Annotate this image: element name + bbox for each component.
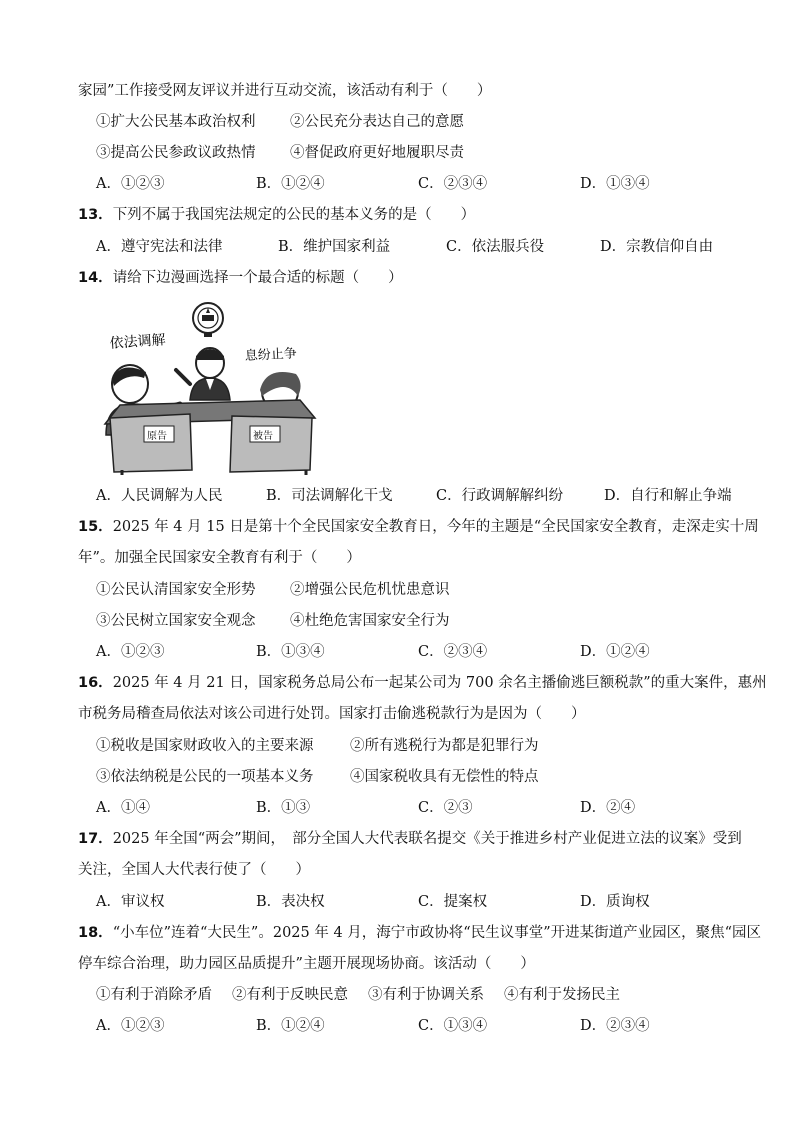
q12-option-b[interactable]: B．①②④ xyxy=(256,176,325,192)
q12-option-d[interactable]: D．①③④ xyxy=(580,176,650,192)
q15-statements-row1 xyxy=(96,580,450,600)
q18-option-a[interactable]: A．①②③ xyxy=(96,1018,165,1034)
q15-statements-row2 xyxy=(96,611,450,631)
plaintiff-desk xyxy=(110,414,192,475)
q13-stem-line xyxy=(78,205,754,225)
q14-option-d[interactable]: D．自行和解止争端 xyxy=(604,488,732,504)
q15-statement-2: ②增强公民危机忧患意识 xyxy=(290,582,450,598)
q12-statements-row1 xyxy=(96,112,464,132)
q15-statement-1: ①公民认清国家安全形势 xyxy=(96,582,256,598)
q15-stem-line1 xyxy=(78,517,759,537)
q18-statements-row xyxy=(96,985,620,1005)
q15-statement-4: ④杜绝危害国家安全行为 xyxy=(290,613,450,629)
defendant-desk xyxy=(230,416,312,475)
defendant-sign: 被告 xyxy=(253,431,273,442)
q17-option-b[interactable]: B．表决权 xyxy=(256,894,325,910)
q16-statement-4: ④国家税收具有无偿性的特点 xyxy=(350,769,539,785)
q15-option-a[interactable]: A．①②③ xyxy=(96,644,165,660)
q16-option-d[interactable]: D．②④ xyxy=(580,800,636,816)
q12-statements-row2 xyxy=(96,143,464,163)
q18-option-c[interactable]: C．①③④ xyxy=(418,1018,488,1034)
q18-option-b[interactable]: B．①②④ xyxy=(256,1018,325,1034)
q16-statements-row2 xyxy=(96,767,539,787)
q15-stem-1: 2025 年 4 月 15 日是第十个全民国家安全教育日，今年的主题是“全民国家安全教育，走深走实十周 xyxy=(112,519,759,535)
q16-number: 16． xyxy=(78,675,113,691)
q12-option-a[interactable]: A．①②③ xyxy=(96,176,165,192)
q13-stem: 下列不属于我国宪法规定的公民的基本义务的是（ ） xyxy=(112,207,476,223)
q18-number: 18． xyxy=(78,925,113,941)
q18-statement-3: ③有利于协调关系 xyxy=(368,987,484,1003)
q12-statement-4: ④督促政府更好地履职尽责 xyxy=(290,145,464,161)
q12-statement-2: ②公民充分表达自己的意愿 xyxy=(290,114,464,130)
q17-option-d[interactable]: D．质询权 xyxy=(580,894,650,910)
q15-number: 15． xyxy=(78,519,113,535)
q13-option-a[interactable]: A．遵守宪法和法律 xyxy=(96,239,223,255)
q15-option-d[interactable]: D．①②④ xyxy=(580,644,650,660)
q12-stem: 家园”工作接受网友评议并进行互动交流，该活动有利于（ ） xyxy=(78,83,492,99)
q14-option-a[interactable]: A．人民调解为人民 xyxy=(96,488,223,504)
q17-stem-1: 2025 年全国“两会”期间， 部分全国人大代表联名提交《关于推进乡村产业促进立法的议案》受到 xyxy=(112,831,742,847)
q16-statements-row1 xyxy=(96,736,539,756)
q18-statement-1: ①有利于消除矛盾 xyxy=(96,987,212,1003)
q14-option-b[interactable]: B．司法调解化干戈 xyxy=(266,488,393,504)
q14-number: 14． xyxy=(78,270,113,286)
q13-option-d[interactable]: D．宗教信仰自由 xyxy=(600,239,714,255)
q13-option-c[interactable]: C．依法服兵役 xyxy=(446,239,545,255)
q16-stem-2: 市税务局稽查局依法对该公司进行处罚。国家打击偷逃税款行为是因为（ ） xyxy=(78,706,586,722)
q16-statement-3: ③依法纳税是公民的一项基本义务 xyxy=(96,769,314,785)
q14-stem-line xyxy=(78,268,754,288)
national-emblem-icon xyxy=(193,303,223,337)
mediation-cartoon xyxy=(100,300,330,475)
q18-statement-2: ②有利于反映民意 xyxy=(232,987,348,1003)
q17-number: 17． xyxy=(78,831,113,847)
q17-option-c[interactable]: C．提案权 xyxy=(418,894,488,910)
q15-statement-3: ③公民树立国家安全观念 xyxy=(96,613,256,629)
q15-option-b[interactable]: B．①③④ xyxy=(256,644,325,660)
q18-stem-line1 xyxy=(78,923,762,943)
cartoon-right-caption: 息纷止争 xyxy=(244,346,298,364)
q17-option-a[interactable]: A．审议权 xyxy=(96,894,165,910)
q18-stem-2: 停车综合治理，助力园区品质提升”主题开展现场协商。该活动（ ） xyxy=(78,956,535,972)
q16-option-c[interactable]: C．②③ xyxy=(418,800,473,816)
q17-stem-2: 关注，全国人大代表行使了（ ） xyxy=(78,862,310,878)
judge-figure xyxy=(176,348,230,400)
cartoon-left-caption: 依法调解 xyxy=(109,332,167,352)
q12-statement-3: ③提高公民参政议政热情 xyxy=(96,145,256,161)
plaintiff-sign: 原告 xyxy=(147,431,167,442)
q14-stem: 请给下边漫画选择一个最合适的标题（ ） xyxy=(112,270,403,286)
q13-number: 13． xyxy=(78,207,113,223)
q13-option-b[interactable]: B．维护国家利益 xyxy=(278,239,391,255)
q16-option-a[interactable]: A．①④ xyxy=(96,800,150,816)
q16-stem-line1 xyxy=(78,673,767,693)
q14-option-c[interactable]: C．行政调解解纠纷 xyxy=(436,488,564,504)
q18-statement-4: ④有利于发扬民主 xyxy=(504,987,620,1003)
q17-stem-line1 xyxy=(78,829,754,849)
q16-statement-1: ①税收是国家财政收入的主要来源 xyxy=(96,738,314,754)
q18-option-d[interactable]: D．②③④ xyxy=(580,1018,650,1034)
q15-option-c[interactable]: C．②③④ xyxy=(418,644,488,660)
q12-statement-1: ①扩大公民基本政治权利 xyxy=(96,114,256,130)
q16-option-b[interactable]: B．①③ xyxy=(256,800,311,816)
q18-stem-1: “小车位”连着“大民生”。2025 年 4 月，海宁市政协将“民生议事堂”开进某街道产业园区，聚焦“园区 xyxy=(112,925,762,941)
q16-statement-2: ②所有逃税行为都是犯罪行为 xyxy=(350,738,539,754)
q16-stem-1: 2025 年 4 月 21 日，国家税务总局公布一起某公司为 700 余名主播偷逃巨额税款”的重大案件，惠州 xyxy=(112,675,767,691)
q12-option-c[interactable]: C．②③④ xyxy=(418,176,488,192)
q15-stem-2: 年”。加强全民国家安全教育有利于（ ） xyxy=(78,550,361,566)
